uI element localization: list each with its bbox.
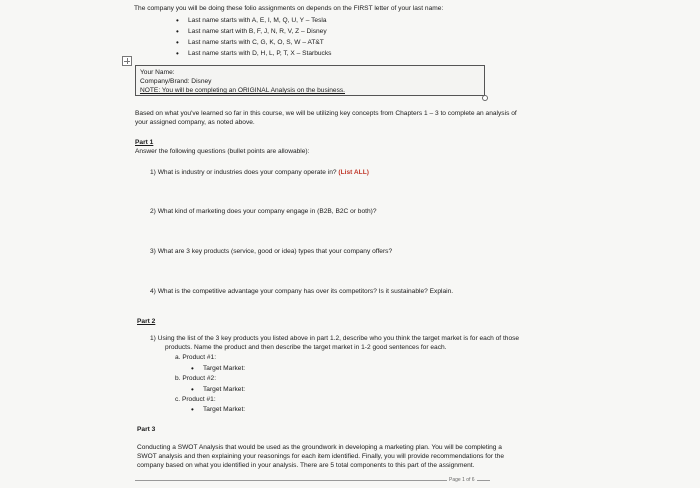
part1-question-1: 1) What is industry or industries does your company operate in? (List ALL) (150, 169, 369, 176)
table-move-handle-icon[interactable] (122, 56, 132, 66)
part2-question-1-line-1: 1) Using the list of the 3 key products you listed above in part 1.2, describe who you think the target market is for each of those (150, 335, 520, 342)
resize-handle-icon[interactable] (482, 95, 488, 101)
part3-line-1: Conducting a SWOT Analysis that would be used as the groundwork in developing a marketing plan. You will be completing a (137, 444, 502, 451)
based-on-line-2: your assigned company, as noted above. (135, 119, 255, 126)
assignment-item-3: • Last name starts with C, G, K, O, S, W – AT&T (188, 39, 324, 47)
part1-instructions: Answer the following questions (bullet points are allowable): (135, 148, 310, 155)
part2-question-1-line-2: products. Name the product and then describe the target market in 1-2 good sentences for each. (165, 344, 447, 351)
product-a-label: a. Product #1: (175, 354, 217, 361)
part1-title: Part 1 (135, 139, 154, 146)
part3-line-2: SWOT analysis and then explaining your reasonings for each item identified. Finally, you will provide recommendations for the (137, 453, 504, 460)
assignment-item-2: • Last name start with B, F, J, N, R, V, Z – Disney (188, 28, 327, 36)
based-on-line-1: Based on what you've learned so far in this course, we will be utilizing key concepts from Chapters 1 – 3 to complete an analysis of (135, 110, 517, 117)
part1-question-4: 4) What is the competitive advantage your company has over its competitors? Is it sustainable? Explain. (150, 288, 454, 295)
part3-title: Part 3 (137, 426, 156, 433)
page-number: Page 1 of 6 (449, 477, 475, 483)
part3-line-3: company based on what you identified in your analysis. There are 5 total components to this part of the assignment. (137, 462, 475, 469)
list-all-flag: (List ALL) (338, 169, 369, 176)
company-brand-label: Company/Brand: Disney (140, 78, 212, 85)
your-name-label: Your Name: (140, 69, 175, 76)
part2-title: Part 2 (137, 318, 156, 325)
footer-divider (135, 480, 490, 481)
product-b-label: b. Product #2: (175, 375, 217, 382)
product-c-label: c. Product #1: (175, 396, 216, 403)
name-box[interactable] (135, 65, 485, 96)
product-b-target: • Target Market: (203, 386, 245, 394)
note-text: NOTE: You will be completing an ORIGINAL Analysis on the business. (140, 87, 345, 94)
intro-text: The company you will be doing these folio assignments on depends on the FIRST letter of your last name: (134, 5, 444, 12)
assignment-item-1: • Last name starts with A, E, I, M, Q, U, Y – Tesla (188, 17, 327, 25)
product-a-target: • Target Market: (203, 365, 245, 373)
product-c-target: • Target Market: (203, 406, 245, 414)
part1-question-2: 2) What kind of marketing does your company engage in (B2B, B2C or both)? (150, 208, 377, 215)
assignment-item-4: • Last name starts with D, H, L, P, T, X – Starbucks (188, 50, 331, 58)
part1-question-3: 3) What are 3 key products (service, good or idea) types that your company offers? (150, 248, 393, 255)
